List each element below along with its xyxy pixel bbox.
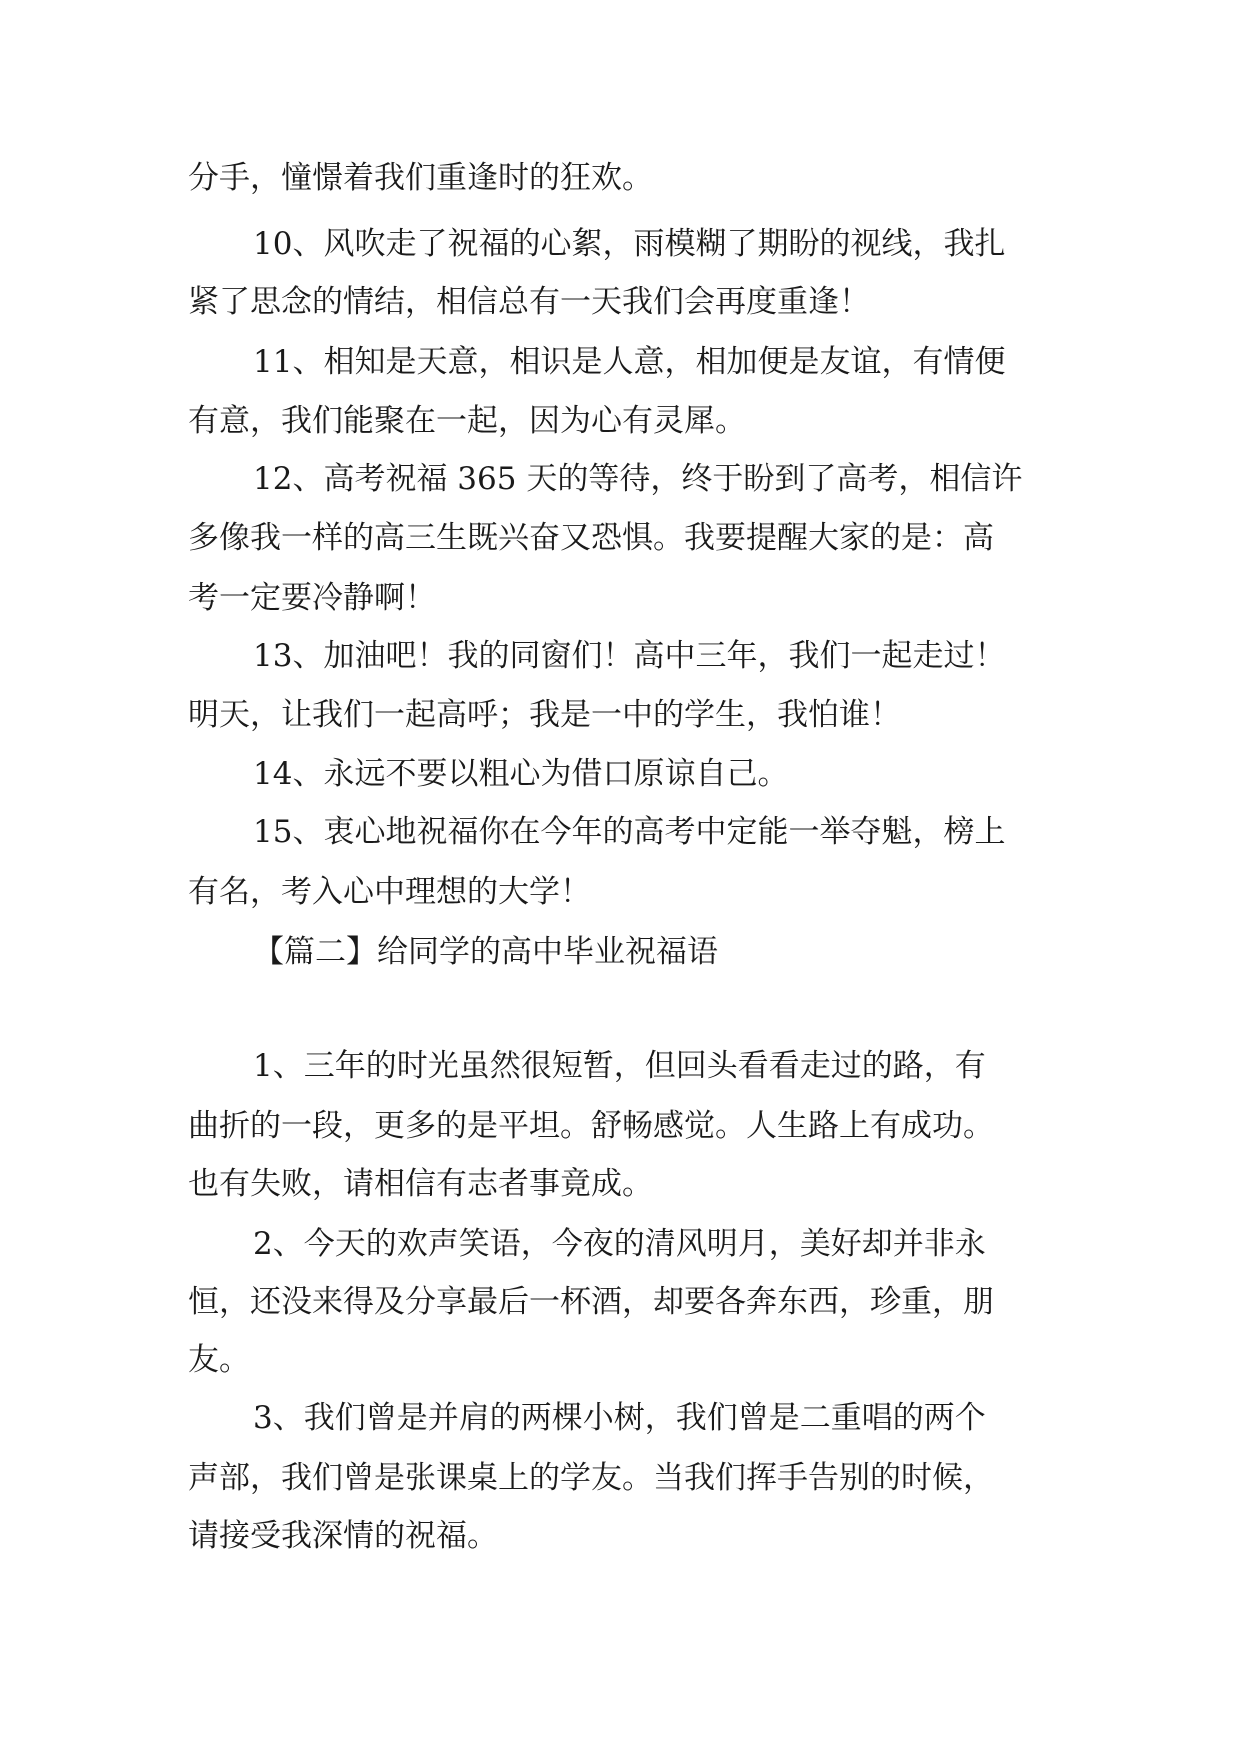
text-line: 15、衷心地祝福你在今年的高考中定能一举夺魁，榜上 — [253, 814, 1006, 850]
text-line: 13、加油吧！我的同窗们！高中三年，我们一起走过！ — [253, 638, 1006, 674]
text-line: 声部，我们曾是张课桌上的学友。当我们挥手告别的时候， — [188, 1460, 994, 1496]
text-line: 紧了思念的情结，相信总有一天我们会再度重逢！ — [188, 284, 870, 320]
text-line: 也有失败，请相信有志者事竟成。 — [188, 1166, 653, 1202]
text-line: 10、风吹走了祝福的心絮，雨模糊了期盼的视线，我扎 — [253, 226, 1006, 262]
text-line: 明天，让我们一起高呼；我是一中的学生，我怕谁！ — [188, 697, 901, 733]
text-line: 11、相知是天意，相识是人意，相加便是友谊，有情便 — [253, 344, 1006, 380]
text-line: 1、三年的时光虽然很短暂，但回头看看走过的路，有 — [253, 1048, 986, 1084]
text-line: 多像我一样的高三生既兴奋又恐惧。我要提醒大家的是：高 — [188, 520, 994, 556]
text-line: 分手，憧憬着我们重逢时的狂欢。 — [188, 160, 653, 196]
text-line: 有意，我们能聚在一起，因为心有灵犀。 — [188, 403, 746, 439]
section-heading: 【篇二】给同学的高中毕业祝福语 — [253, 934, 718, 970]
text-line: 友。 — [188, 1342, 250, 1378]
text-line: 请接受我深情的祝福。 — [188, 1518, 498, 1554]
text-line: 考一定要冷静啊！ — [188, 580, 436, 616]
text-line: 恒，还没来得及分享最后一杯酒，却要各奔东西，珍重，朋 — [188, 1284, 994, 1320]
text-line: 14、永远不要以粗心为借口原谅自己。 — [253, 756, 789, 792]
text-line: 12、高考祝福 365 天的等待，终于盼到了高考，相信许 — [253, 461, 1023, 497]
text-line: 曲折的一段，更多的是平坦。舒畅感觉。人生路上有成功。 — [188, 1108, 994, 1144]
text-line: 2、今天的欢声笑语，今夜的清风明月，美好却并非永 — [253, 1226, 986, 1262]
text-line: 3、我们曾是并肩的两棵小树，我们曾是二重唱的两个 — [253, 1400, 986, 1436]
text-line: 有名，考入心中理想的大学！ — [188, 874, 591, 910]
